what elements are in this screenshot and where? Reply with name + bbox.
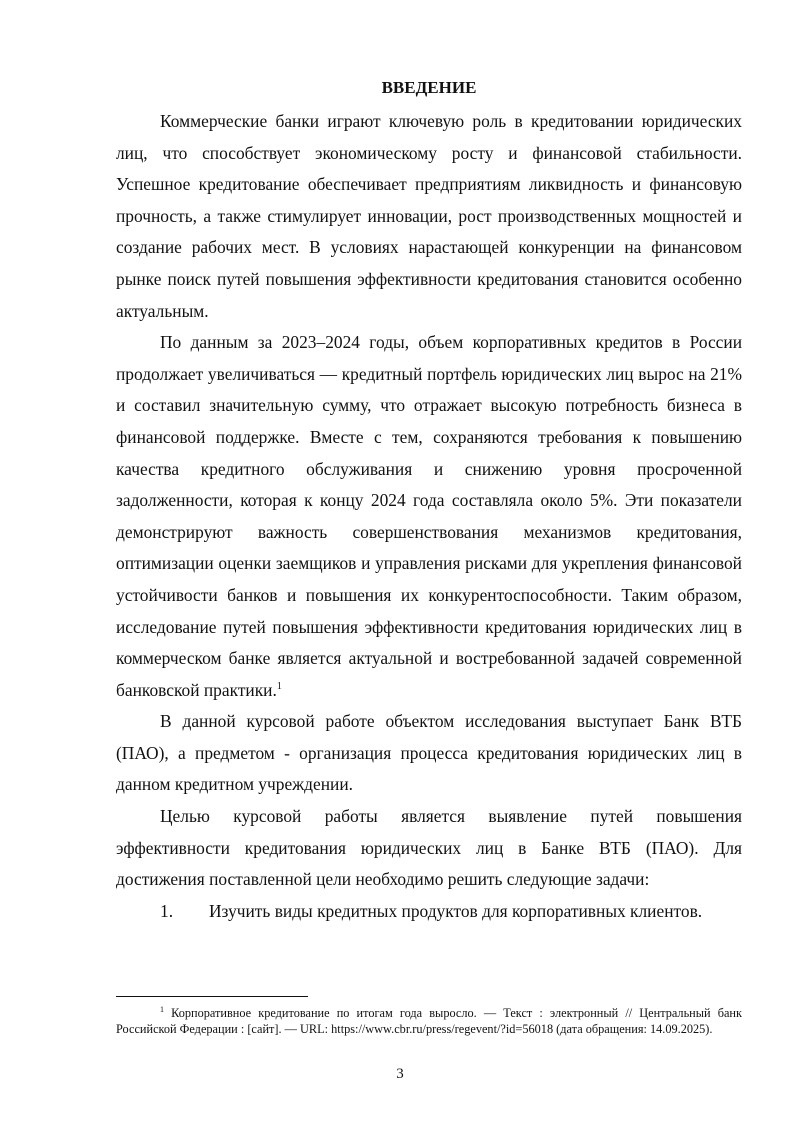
paragraph-statistics-text: По данным за 2023–2024 годы, объем корпоративных кредитов в России продолжает увеличиваться — кредитный портфель юридических лиц вырос на 21% и составил значительную сумму, что отражает высокую потребность бизнеса в финансовой поддержке. Вместе с тем, сохраняются требования к повышению качества кредитного обслуживания и снижению уровня просроченной задолженности, которая к концу 2024 года составляла около 5%. Эти показатели демонстрируют важность совершенствования механизмов кредитования, оптимизации оценки заемщиков и управления рисками для укрепления финансовой устойчивости банков и повышения их конкурентоспособности. Таким образом, исследование путей повышения эффективности кредитования юридических лиц в коммерческом банке является актуальной и востребованной задачей современной банковской практики. [116, 332, 742, 700]
list-item-number: 1. [160, 900, 174, 921]
paragraph-statistics [116, 327, 742, 706]
paragraph-goal: Целью курсовой работы является выявление путей повышения эффективности кредитования юридических лиц в Банке ВТБ (ПАО). Для достижения поставленной цели необходимо решить следующие задачи: [116, 806, 742, 890]
main-text [116, 72, 742, 927]
page-number: 3 [396, 1066, 404, 1082]
footnote-text: Корпоративное кредитование по итогам года выросло. — Текст : электронный // Центральный банк Российской Федерации : [сайт]. — URL: https://www.cbr.ru/press/regevent/?id=56018 (дата обращения: 14.09.2025). [116, 1006, 742, 1036]
paragraph-intro: Коммерческие банки играют ключевую роль в кредитовании юридических лиц, что способствует экономическому росту и финансовой стабильности. Успешное кредитование обеспечивает предприятиям ликвидность и финансовую прочность, а также стимулирует инновации, рост производственных мощностей и создание рабочих мест. В условиях нарастающей конкуренции на финансовом рынке поиск путей повышения эффективности кредитования становится особенно актуальным. [116, 111, 742, 321]
footnote-divider [116, 996, 308, 997]
paragraph-object-subject: В данной курсовой работе объектом исследования выступает Банк ВТБ (ПАО), а предметом - организация процесса кредитования юридических лиц в данном кредитном учреждении. [116, 711, 742, 795]
section-heading: ВВЕДЕНИЕ [381, 78, 477, 97]
footnote-reference[interactable]: 1 [276, 680, 282, 692]
list-item [116, 896, 742, 928]
footnote-marker: 1 [160, 1004, 164, 1014]
footnote [116, 1005, 742, 1037]
list-item-text: Изучить виды кредитных продуктов для корпоративных клиентов. [209, 900, 703, 921]
